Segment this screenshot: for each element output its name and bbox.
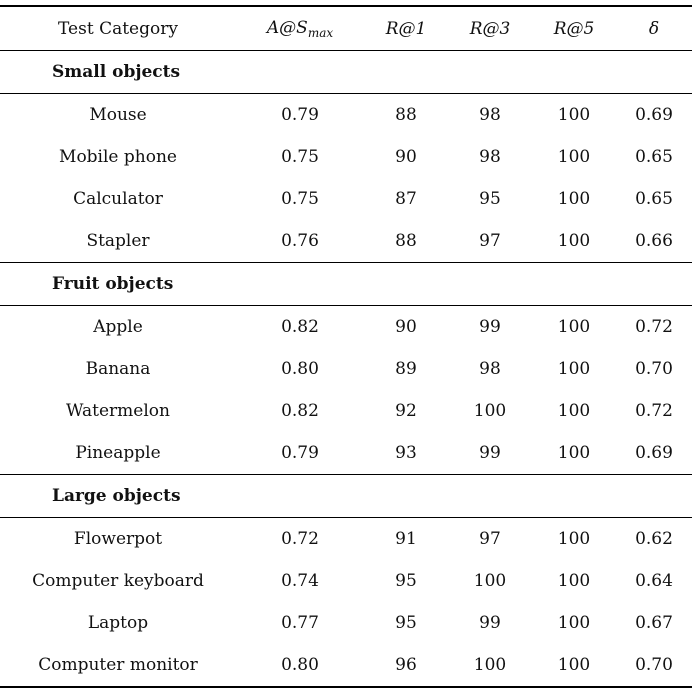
cell-r-at-5: 100	[557, 529, 591, 549]
group-row-small-objects	[0, 51, 692, 94]
table-row	[0, 306, 692, 349]
header-delta: δ	[616, 6, 692, 51]
cell-delta: 0.70	[635, 359, 673, 379]
header-row	[0, 6, 692, 51]
cell-r-at-3: 99	[479, 317, 501, 337]
group-title: Small objects	[0, 51, 692, 94]
cell-category: Mobile phone	[59, 147, 177, 167]
cell-r-at-1: 93	[364, 432, 448, 475]
cell-r-at-5: 100	[557, 317, 591, 337]
cell-r-at-3: 98	[479, 105, 501, 125]
cell-r-at-1: 95	[395, 613, 417, 633]
cell-as-max: 0.79	[281, 105, 319, 125]
header-r-at-1: R@1	[364, 6, 448, 51]
cell-category: Banana	[85, 359, 151, 379]
cell-category: Laptop	[87, 613, 149, 633]
cell-as-max: 0.75	[281, 147, 319, 167]
table-row	[0, 644, 692, 687]
cell-r-at-3: 100	[473, 571, 507, 591]
cell-delta: 0.65	[635, 189, 673, 209]
cell-delta: 0.69	[635, 105, 673, 125]
cell-r-at-5: 100	[532, 220, 616, 263]
table-row	[0, 136, 692, 178]
cell-delta: 0.66	[616, 220, 692, 263]
cell-as-max: 0.79	[236, 432, 364, 475]
cell-category: Flowerpot	[73, 529, 163, 549]
table-row	[0, 178, 692, 220]
cell-r-at-5: 100	[532, 644, 616, 687]
cell-delta: 0.69	[616, 432, 692, 475]
cell-r-at-5: 100	[557, 571, 591, 591]
cell-r-at-3: 99	[479, 613, 501, 633]
cell-r-at-5: 100	[557, 147, 591, 167]
cell-category: Mouse	[89, 105, 147, 125]
cell-r-at-1: 88	[364, 220, 448, 263]
cell-r-at-1: 90	[395, 147, 417, 167]
cell-r-at-3: 100	[448, 644, 532, 687]
cell-r-at-1: 92	[395, 401, 417, 421]
header-r-at-5: R@5	[532, 6, 616, 51]
table-header	[0, 6, 692, 51]
table-row	[0, 348, 692, 390]
cell-r-at-3: 95	[479, 189, 501, 209]
cell-delta: 0.67	[635, 613, 673, 633]
cell-category: Calculator	[73, 189, 163, 209]
cell-r-at-3: 97	[479, 529, 501, 549]
table-row	[0, 390, 692, 432]
cell-r-at-3: 100	[473, 401, 507, 421]
cell-r-at-3: 97	[448, 220, 532, 263]
cell-as-max: 0.82	[281, 401, 319, 421]
group-row-large-objects	[0, 475, 692, 518]
cell-r-at-5: 100	[532, 432, 616, 475]
cell-category: Computer keyboard	[32, 571, 204, 591]
cell-as-max: 0.76	[236, 220, 364, 263]
cell-as-max: 0.80	[236, 644, 364, 687]
cell-as-max: 0.82	[281, 317, 319, 337]
header-as-max-subscript: max	[307, 25, 334, 40]
cell-r-at-1: 87	[395, 189, 417, 209]
cell-r-at-5: 100	[557, 613, 591, 633]
table-row	[0, 518, 692, 561]
cell-r-at-3: 98	[479, 147, 501, 167]
group-title: Fruit objects	[0, 263, 692, 306]
header-r-at-3: R@3	[448, 6, 532, 51]
results-table	[0, 5, 692, 688]
header-as-max	[236, 6, 364, 51]
cell-r-at-5: 100	[557, 105, 591, 125]
table-row	[0, 602, 692, 644]
cell-as-max: 0.74	[281, 571, 319, 591]
table-body	[0, 51, 692, 688]
table-row	[0, 94, 692, 137]
cell-r-at-1: 89	[395, 359, 417, 379]
cell-as-max: 0.80	[281, 359, 319, 379]
cell-r-at-5: 100	[557, 189, 591, 209]
cell-r-at-3: 99	[448, 432, 532, 475]
group-title: Large objects	[0, 475, 692, 518]
cell-r-at-1: 88	[395, 105, 417, 125]
cell-delta: 0.64	[635, 571, 673, 591]
cell-category: Stapler	[0, 220, 236, 263]
cell-delta: 0.65	[635, 147, 673, 167]
cell-as-max: 0.77	[281, 613, 319, 633]
table-row	[0, 432, 692, 475]
header-test-category: Test Category	[0, 6, 236, 51]
cell-category: Computer monitor	[0, 644, 236, 687]
cell-r-at-3: 98	[479, 359, 501, 379]
cell-r-at-1: 96	[364, 644, 448, 687]
cell-category: Pineapple	[0, 432, 236, 475]
cell-r-at-5: 100	[557, 401, 591, 421]
group-row-fruit-objects	[0, 263, 692, 306]
cell-as-max: 0.75	[281, 189, 319, 209]
cell-r-at-5: 100	[557, 359, 591, 379]
table-row	[0, 560, 692, 602]
cell-r-at-1: 95	[395, 571, 417, 591]
cell-delta: 0.72	[635, 317, 673, 337]
cell-delta: 0.62	[635, 529, 673, 549]
cell-r-at-1: 90	[395, 317, 417, 337]
header-as-max-main: A@S	[266, 17, 308, 38]
cell-category: Apple	[93, 317, 143, 337]
cell-as-max: 0.72	[281, 529, 319, 549]
cell-delta: 0.70	[616, 644, 692, 687]
cell-delta: 0.72	[635, 401, 673, 421]
cell-r-at-1: 91	[395, 529, 417, 549]
table-row	[0, 220, 692, 263]
cell-category: Watermelon	[66, 401, 170, 421]
